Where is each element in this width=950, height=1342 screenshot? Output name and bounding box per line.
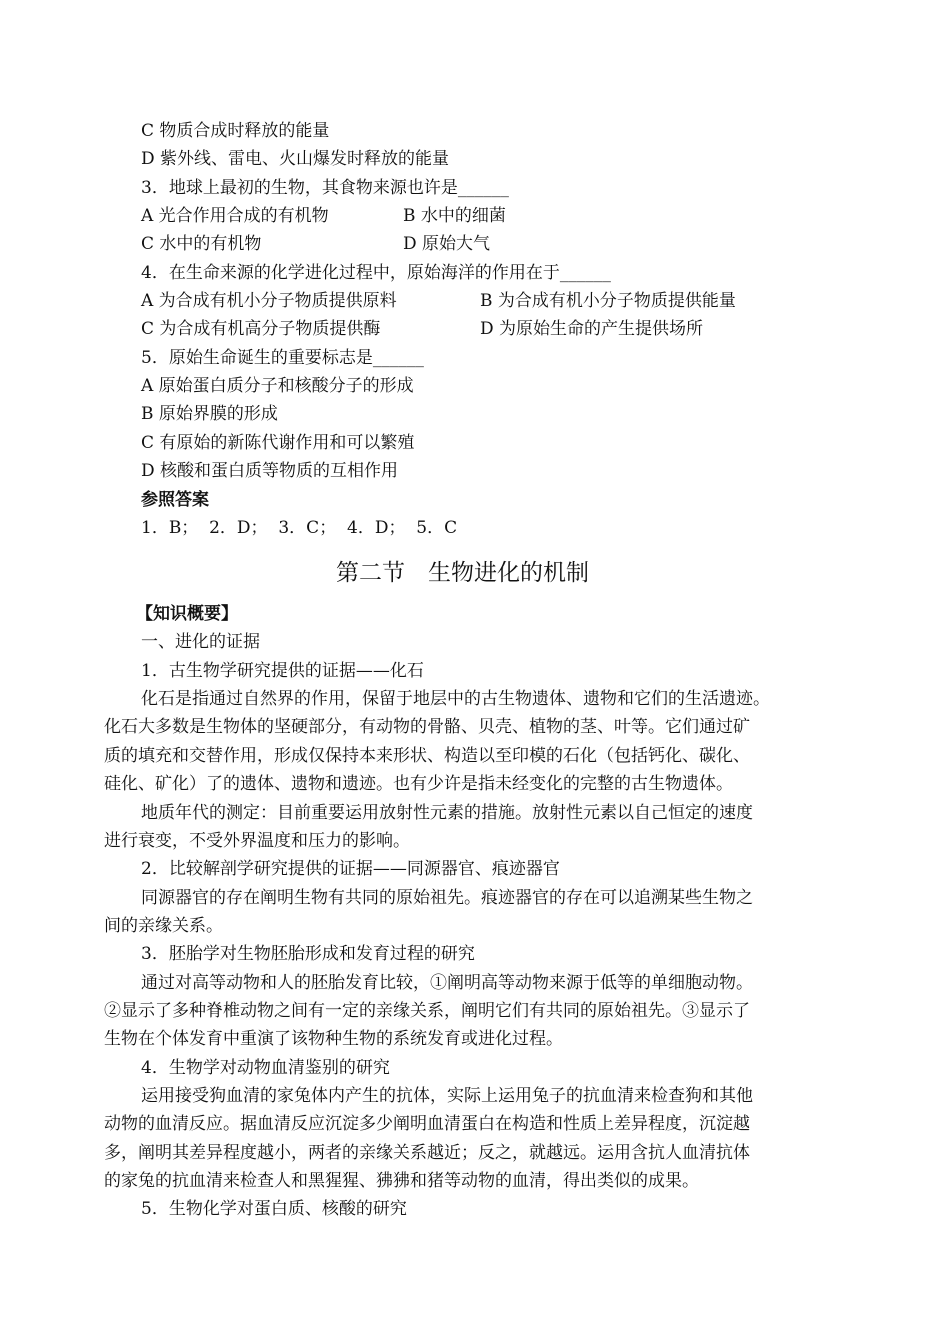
item4-p-line: 多，阐明其差异程度越小，两者的亲缘关系越近；反之，就越远。运用含抗人血清抗体 (104, 1143, 750, 1163)
q2-option-d: D 紫外线、雷电、火山爆发时释放的能量 (141, 149, 450, 169)
item4-p-line: 运用接受狗血清的家兔体内产生的抗体，实际上运用兔子的抗血清来检查狗和其他 (141, 1086, 753, 1106)
q4-option-d: D 为原始生命的产生提供场所 (480, 319, 704, 339)
item1-p1-line: 质的填充和交替作用，形成仅保持本来形状、构造以至印模的石化（包括钙化、碳化、 (104, 746, 750, 766)
item1-p1-line: 硅化、矿化）了的遗体、遗物和遗迹。也有少许是指未经变化的完整的古生物遗体。 (104, 774, 733, 794)
item2-p-line: 间的亲缘关系。 (104, 916, 223, 936)
item1-p2-line: 进行衰变，不受外界温度和压力的影响。 (104, 831, 410, 851)
q3-option-c: C 水中的有机物 (141, 234, 262, 254)
q5-option-b: B 原始界膜的形成 (141, 404, 278, 424)
overview-heading: 【知识概要】 (136, 604, 238, 624)
part1-heading: 一、进化的证据 (141, 632, 260, 652)
q4-option-c: C 为合成有机高分子物质提供酶 (141, 319, 381, 339)
item3-heading: 3．胚胎学对生物胚胎形成和发育过程的研究 (141, 944, 475, 964)
q3-option-b: B 水中的细菌 (403, 206, 506, 226)
q5-option-d: D 核酸和蛋白质等物质的互相作用 (141, 461, 399, 481)
item3-p-line: ②显示了多种脊椎动物之间有一定的亲缘关系，阐明它们有共同的原始祖先。③显示了 (104, 1001, 750, 1021)
item1-heading: 1．古生物学研究提供的证据——化石 (141, 661, 424, 681)
q4-option-a: A 为合成有机小分子物质提供原料 (141, 291, 397, 311)
q3-stem: 3．地球上最初的生物，其食物来源也许是______ (141, 178, 509, 198)
q2-option-c: C 物质合成时释放的能量 (141, 121, 330, 141)
item1-p1-line: 化石是指通过自然界的作用，保留于地层中的古生物遗体、遗物和它们的生活遗迹。 (141, 689, 770, 709)
item1-p2-line: 地质年代的测定：目前重要运用放射性元素的措施。放射性元素以自己恒定的速度 (141, 803, 753, 823)
section-title: 第二节 生物进化的机制 (336, 560, 589, 586)
item1-p1-line: 化石大多数是生物体的坚硬部分，有动物的骨骼、贝壳、植物的茎、叶等。它们通过矿 (104, 717, 750, 737)
answers-heading: 参照答案 (141, 490, 209, 510)
item4-heading: 4．生物学对动物血清鉴别的研究 (141, 1058, 390, 1078)
item3-p-line: 通过对高等动物和人的胚胎发育比较，①阐明高等动物来源于低等的单细胞动物。 (141, 973, 753, 993)
q4-option-b: B 为合成有机小分子物质提供能量 (480, 291, 736, 311)
item3-p-line: 生物在个体发育中重演了该物种生物的系统发育或进化过程。 (104, 1029, 563, 1049)
item2-p-line: 同源器官的存在阐明生物有共同的原始祖先。痕迹器官的存在可以追溯某些生物之 (141, 888, 753, 908)
q3-option-d: D 原始大气 (403, 234, 491, 254)
item5-heading: 5．生物化学对蛋白质、核酸的研究 (141, 1199, 407, 1219)
q3-option-a: A 光合作用合成的有机物 (141, 206, 329, 226)
item4-p-line: 动物的血清反应。据血清反应沉淀多少阐明血清蛋白在构造和性质上差异程度，沉淀越 (104, 1114, 750, 1134)
q5-stem: 5．原始生命诞生的重要标志是______ (141, 348, 424, 368)
q5-option-c: C 有原始的新陈代谢作用和可以繁殖 (141, 433, 415, 453)
answers-text: 1．B； 2．D； 3．C； 4．D； 5．C (141, 518, 458, 538)
item2-heading: 2．比较解剖学研究提供的证据——同源器官、痕迹器官 (141, 859, 560, 879)
q4-stem: 4．在生命来源的化学进化过程中，原始海洋的作用在于______ (141, 263, 611, 283)
item4-p-line: 的家兔的抗血清来检查人和黑猩猩、狒狒和猪等动物的血清，得出类似的成果。 (104, 1171, 699, 1191)
q5-option-a: A 原始蛋白质分子和核酸分子的形成 (141, 376, 414, 396)
